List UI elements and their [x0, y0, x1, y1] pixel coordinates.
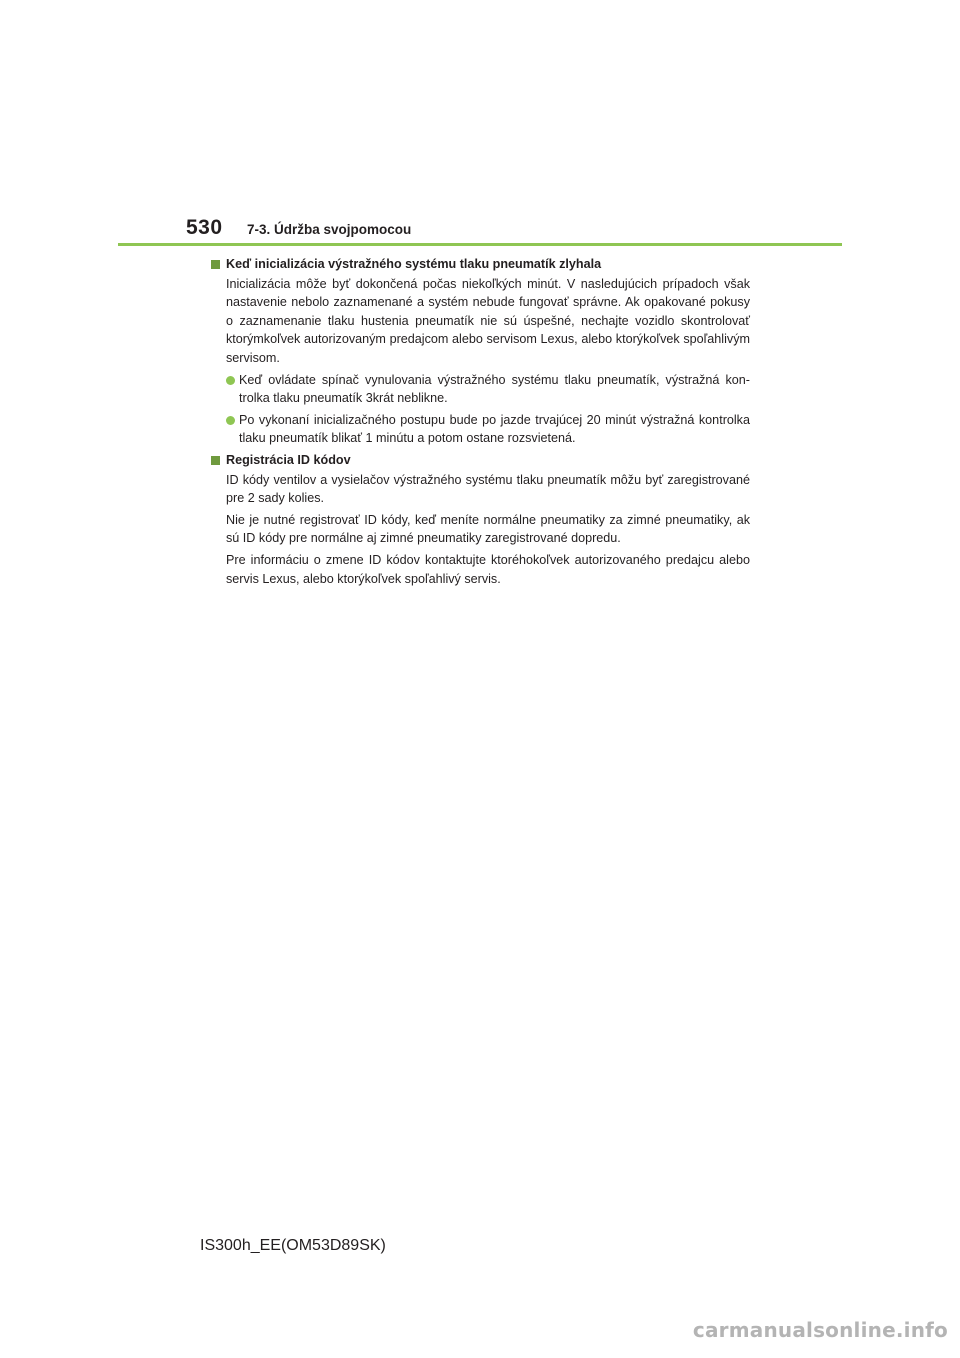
square-bullet-icon: [211, 260, 220, 269]
bullet-item: [226, 411, 750, 448]
section-title: 7-3. Údržba svojpomocou: [247, 222, 412, 237]
square-bullet-icon: [211, 456, 220, 465]
bullet-item: [226, 371, 750, 408]
model-code: IS300h_EE(OM53D89SK): [200, 1237, 386, 1254]
paragraph: ID kódy ventilov a vysielačov výstražného systému tlaku pneumatík môžu byť zaregistrované pre 2 sady kolies.: [226, 472, 750, 506]
page-number: 530: [186, 216, 223, 239]
paragraph: Inicializácia môže byť dokončená počas niekoľkých minút. V nasledujúcich prípadoch však nastavenie nebolo zaznamenané a systém nebude fungovať správne. Ak opakované pokusy o zaznamenanie tlaku hustenia pneumatík nie sú úspešné, nechajte vozidlo skontrolovať ktorýmkoľvek autorizovaným predajcom alebo servisom Lexus, alebo ktorýkoľvek spoľahlivým servisom.: [226, 276, 750, 365]
circle-bullet-icon: [226, 376, 235, 385]
circle-bullet-icon: [226, 416, 235, 425]
watermark[interactable]: carmanualsonline.info: [692, 1318, 948, 1342]
page-content: [210, 255, 750, 588]
header-rule: [118, 243, 842, 246]
bullet-text: Keď ovládate spínač vynulovania výstražného systému tlaku pneumatík, výstražná kontrolka tlaku pneumatík 3krát neblikne.: [239, 372, 750, 406]
heading-id-registration: [210, 451, 750, 470]
paragraph: Pre informáciu o zmene ID kódov kontaktujte ktoréhokoľvek autorizovaného predajcu alebo servis Lexus, alebo ktorýkoľvek spoľahlivý servis.: [226, 552, 750, 586]
bullet-text: Po vykonaní inicializačného postupu bude po jazde trvajúcej 20 minút výstražná kontrolka tlaku pneumatík blikať 1 minútu a potom ostane rozsvietená.: [239, 412, 750, 446]
heading-text: Keď inicializácia výstražného systému tlaku pneumatík zlyhala: [226, 257, 602, 271]
heading-text: Registrácia ID kódov: [226, 452, 351, 467]
page-header: [0, 0, 960, 250]
heading-initialization-failed: [210, 255, 750, 274]
paragraph: Nie je nutné registrovať ID kódy, keď meníte normálne pneumatiky za zimné pneumatiky, ak sú ID kódy pre normálne aj zimné pneumatiky zaregistrované dopredu.: [226, 512, 750, 546]
